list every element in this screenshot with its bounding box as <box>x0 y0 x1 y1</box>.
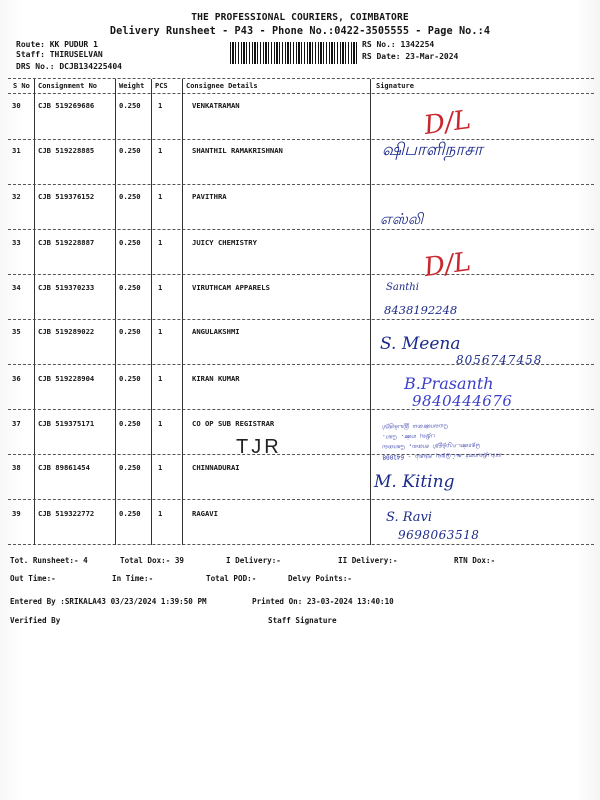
consignment-cell: CJB 519228904 <box>38 374 95 383</box>
barcode <box>230 42 358 64</box>
tot-runsheet: Tot. Runsheet:- 4 <box>10 556 88 565</box>
consignee-cell: SHANTHIL RAMAKRISHNAN <box>192 146 283 155</box>
consignee-cell: VIRUTHCAM APPARELS <box>192 283 270 292</box>
runsheet-title: Delivery Runsheet - P43 - Phone No.:0422-3505555 - Page No.:4 <box>109 26 491 37</box>
pcs-cell: 1 <box>158 238 163 247</box>
pcs-cell: 1 <box>158 283 163 292</box>
consignee-cell: JUICY CHEMISTRY <box>192 238 257 247</box>
consignment-cell: CJB 519289022 <box>38 327 95 336</box>
staff-label: Staff: THIRUSELVAN <box>16 50 103 59</box>
weight-cell: 0.250 <box>119 463 141 472</box>
weight-cell: 0.250 <box>119 374 141 383</box>
sno-cell: 39 <box>12 509 21 518</box>
col-header-pcs: PCS <box>155 82 168 90</box>
sno-cell: 31 <box>12 146 21 155</box>
signature-handwriting: M. Kiting <box>374 472 455 492</box>
total-dox: Total Dox:- 39 <box>120 556 185 565</box>
col-header-consignment: Consignment No <box>38 82 98 90</box>
sno-cell: 30 <box>12 101 21 110</box>
consignment-cell: CJB 89861454 <box>38 463 90 472</box>
column-divider <box>151 79 152 545</box>
weight-cell: 0.250 <box>119 146 141 155</box>
sno-cell: 38 <box>12 463 21 472</box>
signature-handwriting: Santhi <box>386 282 419 293</box>
weight-cell: 0.250 <box>119 283 141 292</box>
office-seal-stamp: சார்பதிவாளர் கூட்டுறவு சங்கம் - 641008 தொண்டாமுத்தூர் சாலை, கோவை பதிவு எண். கோ. மேலாண்மை இயக்குநர் <box>381 422 502 461</box>
column-divider <box>34 79 35 545</box>
column-divider <box>370 79 371 545</box>
delivered-mark-red: D/L <box>422 246 473 284</box>
consignee-cell: VENKATRAMAN <box>192 101 240 110</box>
sno-cell: 37 <box>12 419 21 428</box>
weight-cell: 0.250 <box>119 238 141 247</box>
handwritten-phone: 8438192248 <box>384 303 458 317</box>
route-label: Route: KK PUDUR 1 <box>16 40 98 49</box>
printed-on: Printed On: 23-03-2024 13:40:10 <box>252 597 394 606</box>
in-time: In Time:- <box>112 574 154 583</box>
consignment-cell: CJB 519376152 <box>38 192 95 201</box>
signature-handwriting: S. Ravi <box>386 510 433 525</box>
row-divider <box>8 139 594 140</box>
consignee-cell: PAVITHRA <box>192 192 227 201</box>
consignment-cell: CJB 519228887 <box>38 238 95 247</box>
pcs-cell: 1 <box>158 192 163 201</box>
col-header-consignee: Consignee Details <box>186 82 258 90</box>
row-divider <box>8 229 594 230</box>
consignee-cell: KIRAN KUMAR <box>192 374 240 383</box>
weight-cell: 0.250 <box>119 419 141 428</box>
sno-cell: 33 <box>12 238 21 247</box>
rs-date: RS Date: 23-Mar-2024 <box>362 52 459 61</box>
rtn-dox: RTN Dox:- <box>454 556 496 565</box>
rs-number: RS No.: 1342254 <box>362 40 435 49</box>
column-divider <box>115 79 116 545</box>
consignment-cell: CJB 519375171 <box>38 419 95 428</box>
consignee-cell: ANGULAKSHMI <box>192 327 240 336</box>
signature-handwriting: ஷிபாளிநாசா <box>382 140 483 160</box>
signature-handwriting: B.Prasanth <box>404 374 494 393</box>
col-header-signature: Signature <box>376 82 414 90</box>
sno-cell: 34 <box>12 283 21 292</box>
initials-handwriting: TJR <box>236 436 282 458</box>
weight-cell: 0.250 <box>119 192 141 201</box>
weight-cell: 0.250 <box>119 509 141 518</box>
pcs-cell: 1 <box>158 509 163 518</box>
pcs-cell: 1 <box>158 374 163 383</box>
sno-cell: 35 <box>12 327 21 336</box>
consignee-cell: CHINNADURAI <box>192 463 240 472</box>
consignment-cell: CJB 519269686 <box>38 101 95 110</box>
signature-handwriting: எஸ்லி <box>380 210 424 228</box>
consignment-cell: CJB 519228885 <box>38 146 95 155</box>
consignee-cell: RAGAVI <box>192 509 218 518</box>
weight-cell: 0.250 <box>119 101 141 110</box>
header-bottom-rule <box>8 93 594 94</box>
row-divider <box>8 499 594 500</box>
table-top-rule <box>8 78 594 79</box>
pcs-cell: 1 <box>158 419 163 428</box>
ii-delivery: II Delivery:- <box>338 556 398 565</box>
col-header-weight: Weight <box>119 82 145 90</box>
pcs-cell: 1 <box>158 463 163 472</box>
delvy-points: Delvy Points:- <box>288 574 353 583</box>
delivered-mark-red: D/L <box>422 104 473 142</box>
row-divider <box>8 184 594 185</box>
handwritten-phone: 8056747458 <box>456 353 543 367</box>
handwritten-phone: 9840444676 <box>412 392 513 410</box>
col-header-sno: S No <box>13 82 30 90</box>
table-bottom-rule <box>8 544 594 545</box>
consignee-cell: CO OP SUB REGISTRAR <box>192 419 275 428</box>
row-divider <box>8 274 594 275</box>
handwritten-phone: 9698063518 <box>398 528 480 542</box>
row-divider <box>8 319 594 320</box>
drs-number: DRS No.: DCJB134225404 <box>16 62 122 71</box>
pcs-cell: 1 <box>158 327 163 336</box>
consignment-cell: CJB 519322772 <box>38 509 95 518</box>
consignment-cell: CJB 519370233 <box>38 283 95 292</box>
verified-by: Verified By <box>10 616 61 625</box>
total-pod: Total POD:- <box>206 574 257 583</box>
sno-cell: 32 <box>12 192 21 201</box>
staff-signature: Staff Signature <box>268 616 337 625</box>
out-time: Out Time:- <box>10 574 56 583</box>
signature-handwriting: S. Meena <box>380 334 461 354</box>
weight-cell: 0.250 <box>119 327 141 336</box>
pcs-cell: 1 <box>158 101 163 110</box>
i-delivery: I Delivery:- <box>226 556 281 565</box>
company-title: THE PROFESSIONAL COURIERS, COIMBATORE <box>191 12 409 23</box>
sno-cell: 36 <box>12 374 21 383</box>
entered-by: Entered By :SRIKALA43 03/23/2024 1:39:50 PM <box>10 597 207 606</box>
pcs-cell: 1 <box>158 146 163 155</box>
column-divider <box>182 79 183 545</box>
